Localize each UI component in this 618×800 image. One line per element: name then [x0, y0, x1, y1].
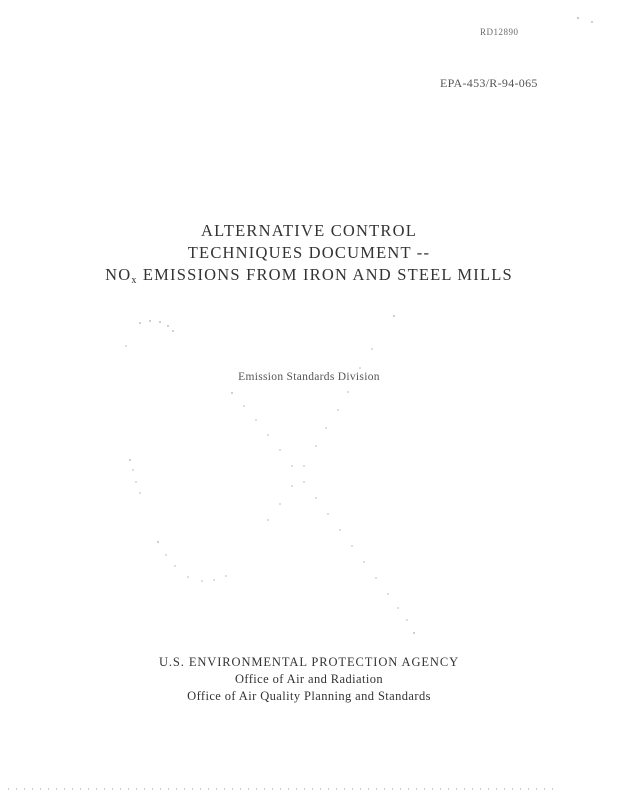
agency-office-2: Office of Air Quality Planning and Standards [187, 689, 431, 703]
title-line-1: ALTERNATIVE CONTROL [200, 221, 418, 240]
title-line-2: TECHNIQUES DOCUMENT -- [187, 243, 431, 262]
title-nox-prefix: NO [105, 265, 132, 284]
title-nox-subscript: x [131, 275, 138, 286]
agency-office-1: Office of Air and Radiation [234, 672, 384, 686]
scan-dots-right-arc [267, 315, 394, 520]
scan-dots-diagonal [231, 392, 414, 633]
scan-dots-top [577, 17, 593, 22]
scan-dots-left-arc [125, 320, 226, 581]
document-id-stamp: RD12890 [480, 27, 519, 37]
agency-name: U.S. ENVIRONMENTAL PROTECTION AGENCY [158, 655, 460, 669]
agency-block [0, 654, 618, 705]
bottom-scan-line [0, 787, 618, 791]
title-line-3-text: EMISSIONS FROM IRON AND STEEL MILLS [137, 265, 513, 284]
title-line-3 [0, 264, 618, 292]
division-name: Emission Standards Division [238, 371, 380, 383]
document-title [0, 220, 618, 292]
report-number: EPA-453/R-94-065 [440, 76, 538, 90]
